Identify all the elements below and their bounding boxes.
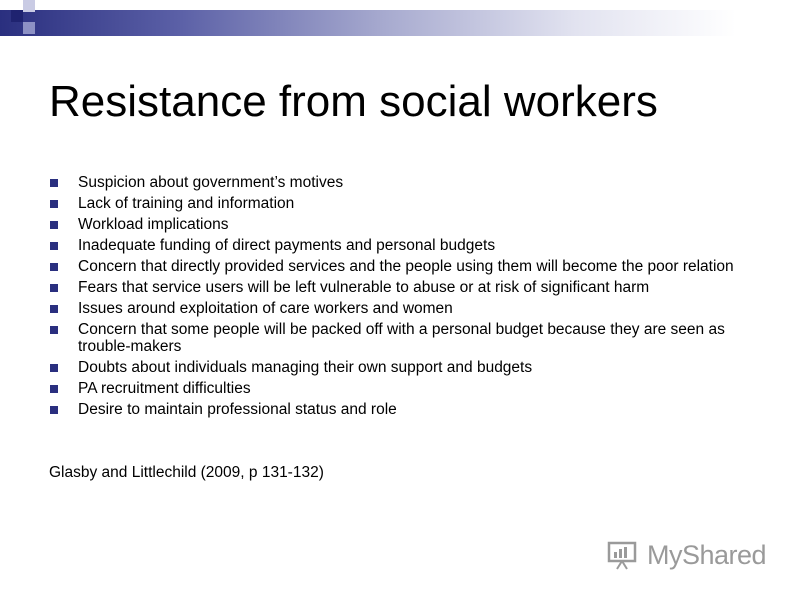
square-bullet-icon <box>50 242 58 250</box>
slide-title: Resistance from social workers <box>49 77 658 126</box>
square-bullet-icon <box>50 406 58 414</box>
square-bullet-icon <box>50 326 58 334</box>
list-item <box>50 321 750 355</box>
watermark-logo <box>607 540 766 570</box>
square-bullet-icon <box>50 284 58 292</box>
bullet-text: Doubts about individuals managing their own support and budgets <box>78 359 533 376</box>
square-bullet-icon <box>50 385 58 393</box>
decor-square-dark <box>11 10 23 22</box>
bullet-text: Lack of training and information <box>78 195 295 212</box>
decor-square-mid <box>23 22 35 34</box>
list-item <box>50 380 750 397</box>
header-gradient-band <box>0 10 800 36</box>
bullet-text: Issues around exploitation of care workers and women <box>78 300 453 317</box>
list-item <box>50 258 750 275</box>
list-item <box>50 216 750 233</box>
bullet-text: Workload implications <box>78 216 229 233</box>
bullet-text: PA recruitment difficulties <box>78 380 251 397</box>
square-bullet-icon <box>50 364 58 372</box>
decor-square-light <box>23 0 35 12</box>
presentation-board-icon <box>607 540 641 570</box>
list-item <box>50 401 750 418</box>
bullet-text: Inadequate funding of direct payments and personal budgets <box>78 237 496 254</box>
square-bullet-icon <box>50 221 58 229</box>
square-bullet-icon <box>50 200 58 208</box>
list-item <box>50 300 750 317</box>
list-item <box>50 279 750 296</box>
list-item <box>50 174 750 191</box>
square-bullet-icon <box>50 305 58 313</box>
bullet-text: Fears that service users will be left vulnerable to abuse or at risk of significant harm <box>78 279 650 296</box>
bullet-text: Concern that some people will be packed off with a personal budget because they are seen as trouble-makers <box>78 321 725 355</box>
citation: Glasby and Littlechild (2009, p 131-132) <box>49 464 324 481</box>
list-item <box>50 359 750 376</box>
list-item <box>50 237 750 254</box>
list-item <box>50 195 750 212</box>
bullet-text: Suspicion about government’s motives <box>78 174 344 191</box>
bullet-text: Desire to maintain professional status and role <box>78 401 397 418</box>
watermark-text: MyShared <box>647 539 767 570</box>
bullet-text: Concern that directly provided services and the people using them will become the poor relation <box>78 258 734 275</box>
square-bullet-icon <box>50 179 58 187</box>
bullet-list <box>50 174 750 422</box>
square-bullet-icon <box>50 263 58 271</box>
